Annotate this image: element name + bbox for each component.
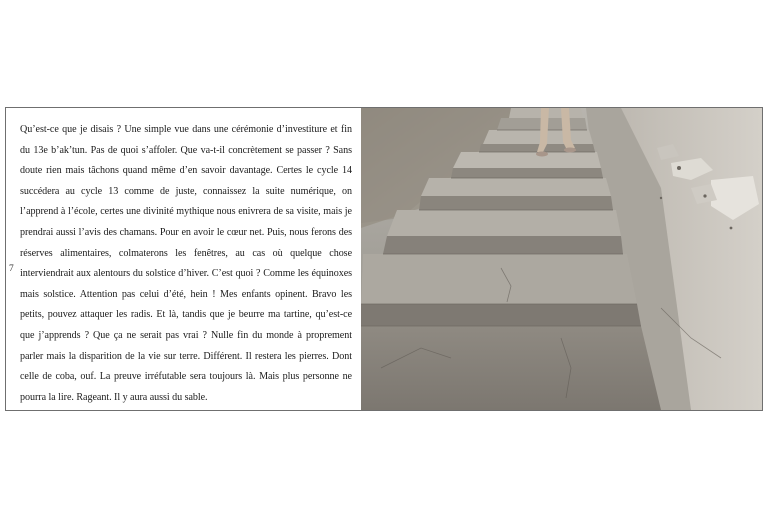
staircase-illustration: [361, 108, 762, 410]
staircase-photo: [361, 108, 762, 410]
text-page: [6, 108, 361, 410]
book-spread: [5, 107, 763, 411]
body-paragraph: Qu’est-ce que je disais ? Une simple vue dans une cérémonie d’investiture et fin du 13e b’ak’tun. Pas de quoi s’affoler. Que va-t-il concrètement se passer ? Sans doute rien mais tâchons quand même d’en savoir davantage. Certes le cycle 14 succédera au cycle 13 comme de juste, connaissez la suite numérique, on l’apprend à l’école, certes une divinité mythique nous enivrera de sa visite, mais je prendrai aussi l’avis des chamans. Pour en avoir le cœur net. Puis, nous ferons des réserves alimentaires, colmaterons les fenêtres, au cas où quelque chose interviendrait aux alentours du solstice d’hiver. C’est quoi ? Comme les équinoxes mais solstice. Attention pas celui d’été, hein ! Mes enfants opinent. Bravo les petits, pouvez attaquer les radis. Et là, tandis que je beurre ma tartine, qu’est-ce que j’apprends ? Que ça ne serait pas vrai ? Nulle fin du monde à proprement parler mais la disparition de la vie sur terre. Différent. Il restera les pierres. Dont celle de coba, ouf. La preuve irréfutable sera toujours là. Mais plus personne ne pourra la lire. Rageant. Il y aura aussi du sable.: [20, 124, 352, 403]
page-number: 7: [9, 264, 14, 274]
